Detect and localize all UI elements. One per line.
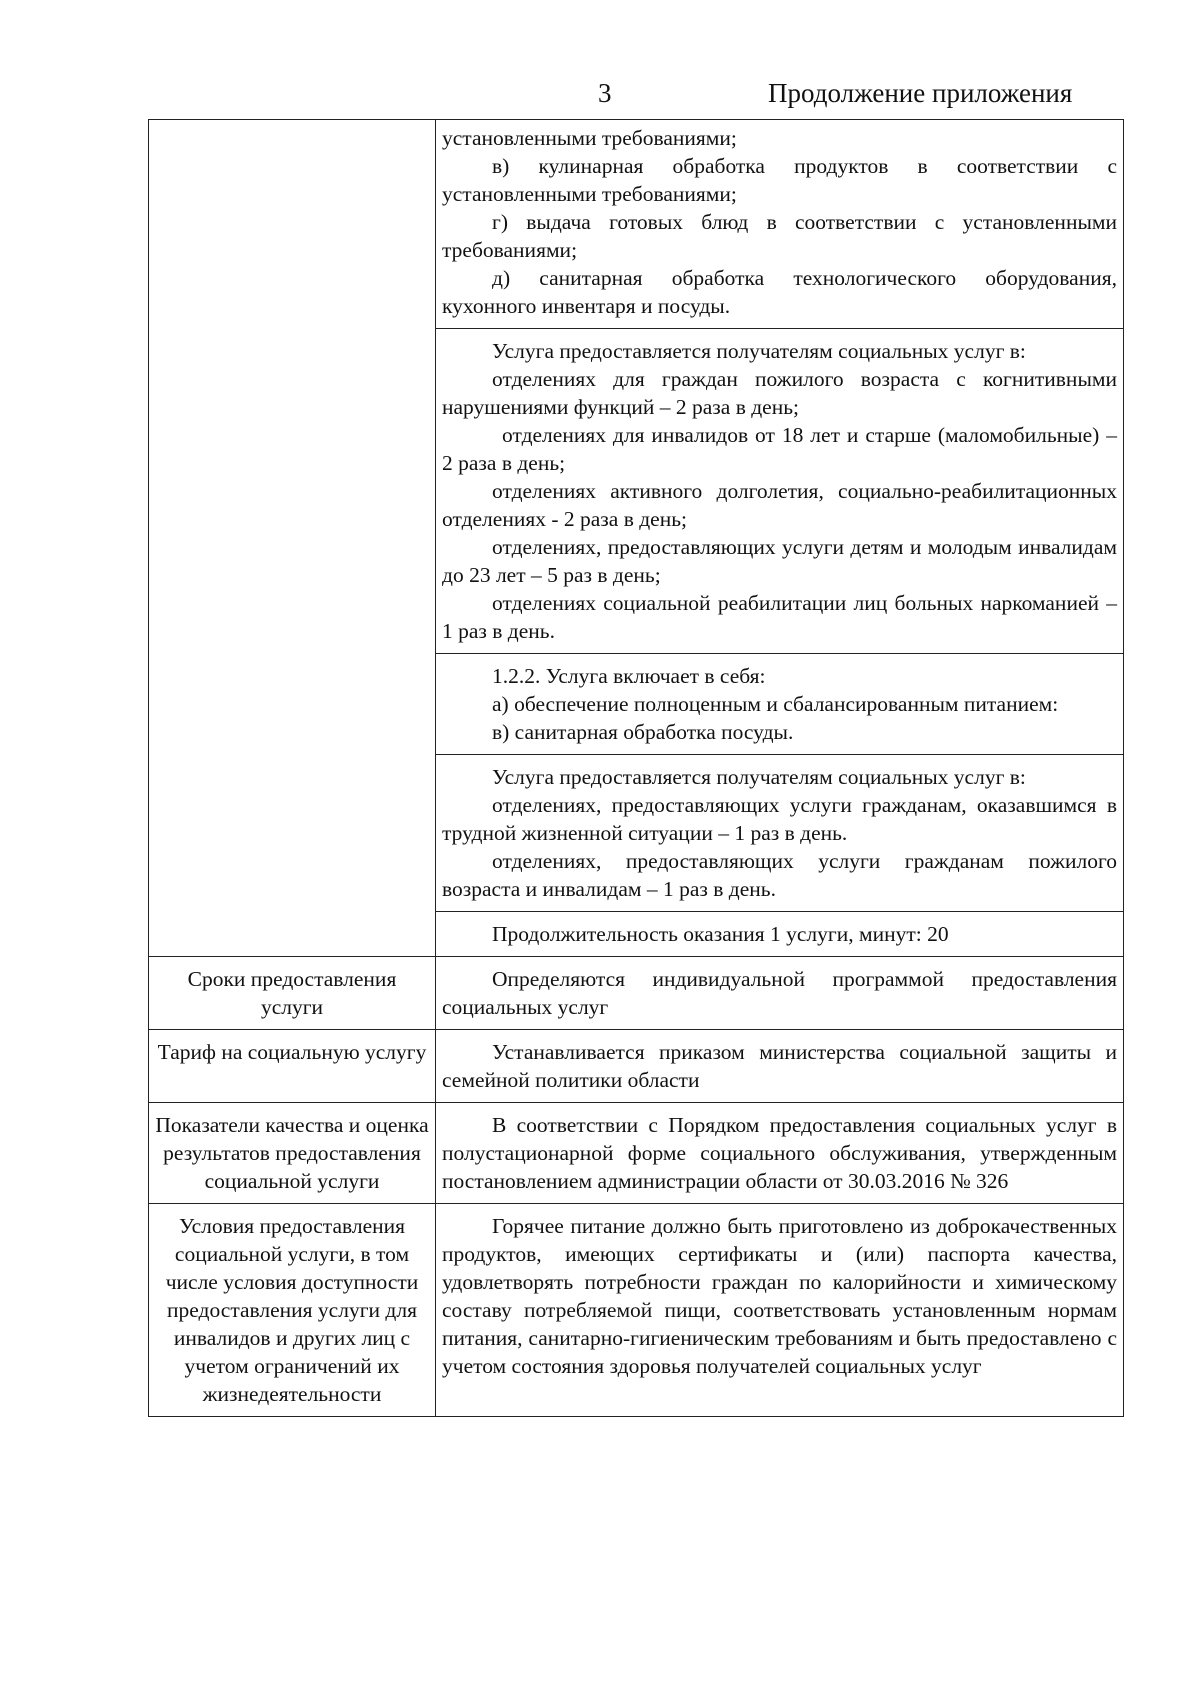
paragraph: Определяются индивидуальной программой предоставления социальных услуг — [442, 967, 1117, 1019]
paragraph: Услуга предоставляется получателям социальных услуг в: — [492, 339, 1026, 363]
paragraph: отделениях активного долголетия, социально-реабилитационных отделениях - 2 раза в день; — [442, 479, 1117, 531]
table-row — [149, 1103, 1124, 1204]
paragraph: в) кулинарная обработка продуктов в соответствии с установленными требованиями; — [442, 154, 1117, 206]
row-content-cell — [436, 1103, 1124, 1204]
paragraph: д) санитарная обработка технологического оборудования, кухонного инвентаря и посуды. — [442, 266, 1117, 318]
table-row — [149, 912, 1124, 957]
paragraph: г) выдача готовых блюд в соответствии с установленными требованиями; — [442, 210, 1117, 262]
page-header-title: Продолжение приложения — [768, 78, 1073, 108]
row-label-cell: Сроки предоставления услуги — [149, 957, 436, 1030]
table-row — [149, 1204, 1124, 1417]
row-label-cell: Показатели качества и оценка результатов предоставления социальной услуги — [149, 1103, 436, 1204]
paragraph: отделениях, предоставляющих услуги детям и молодым инвалидам до 23 лет – 5 раз в день; — [442, 535, 1117, 587]
row-label-cell — [149, 912, 436, 957]
row-label-cell — [149, 654, 436, 755]
row-content-cell — [436, 329, 1124, 654]
row-content-cell — [436, 957, 1124, 1030]
row-content-cell — [436, 1204, 1124, 1417]
paragraph: Горячее питание должно быть приготовлено из доброкачественных продуктов, имеющих сертификаты и (или) паспорта качества, удовлетворять потребности граждан по калорийности и химическому составу потребляемой пищи, соответствовать установленным нормам питания, санитарно-гигиеническим требованиям и быть предоставлено с учетом состояния здоровья получателей социальных услуг — [442, 1214, 1117, 1378]
paragraph: отделениях, предоставляющих услуги гражданам, оказавшимся в трудной жизненной ситуации – 1 раз в день. — [442, 793, 1117, 845]
row-label-cell — [149, 329, 436, 654]
table-row — [149, 755, 1124, 912]
table-row — [149, 1030, 1124, 1103]
row-content-cell — [436, 1030, 1124, 1103]
row-label-cell: Тариф на социальную услугу — [149, 1030, 436, 1103]
row-content-cell — [436, 912, 1124, 957]
row-label-cell — [149, 120, 436, 329]
row-content-cell — [436, 120, 1124, 329]
paragraph: отделениях, предоставляющих услуги гражданам пожилого возраста и инвалидам – 1 раз в день. — [442, 849, 1117, 901]
paragraph: Продолжительность оказания 1 услуги, минут: 20 — [492, 922, 949, 946]
page-number: 3 — [598, 78, 612, 108]
paragraph: установленными требованиями; — [442, 126, 737, 150]
table-row — [149, 120, 1124, 329]
paragraph: Услуга предоставляется получателям социальных услуг в: — [492, 765, 1026, 789]
paragraph: отделениях социальной реабилитации лиц больных наркоманией – 1 раз в день. — [442, 591, 1117, 643]
table-row — [149, 329, 1124, 654]
paragraph: 1.2.2. Услуга включает в себя: — [492, 664, 766, 688]
row-label-cell: Условия предоставления социальной услуги, в том числе условия доступности предоставления услуги для инвалидов и других лиц с учетом ограничений их жизнедеятельности — [149, 1204, 436, 1417]
row-content-cell — [436, 654, 1124, 755]
paragraph: отделениях для граждан пожилого возраста с когнитивными нарушениями функций – 2 раза в день; — [442, 367, 1117, 419]
paragraph: отделениях для инвалидов от 18 лет и старше (маломобильные) – 2 раза в день; — [442, 423, 1117, 475]
table-row — [149, 654, 1124, 755]
paragraph: в) санитарная обработка посуды. — [492, 720, 794, 744]
row-label-cell — [149, 755, 436, 912]
paragraph: а) обеспечение полноценным и сбалансированным питанием: — [492, 692, 1059, 716]
paragraph: Устанавливается приказом министерства социальной защиты и семейной политики области — [442, 1040, 1117, 1092]
table-row — [149, 957, 1124, 1030]
row-content-cell — [436, 755, 1124, 912]
paragraph: В соответствии с Порядком предоставления социальных услуг в полустационарной форме социального обслуживания, утвержденным постановлением администрации области от 30.03.2016 № 326 — [442, 1113, 1117, 1193]
service-table — [148, 119, 1124, 1417]
